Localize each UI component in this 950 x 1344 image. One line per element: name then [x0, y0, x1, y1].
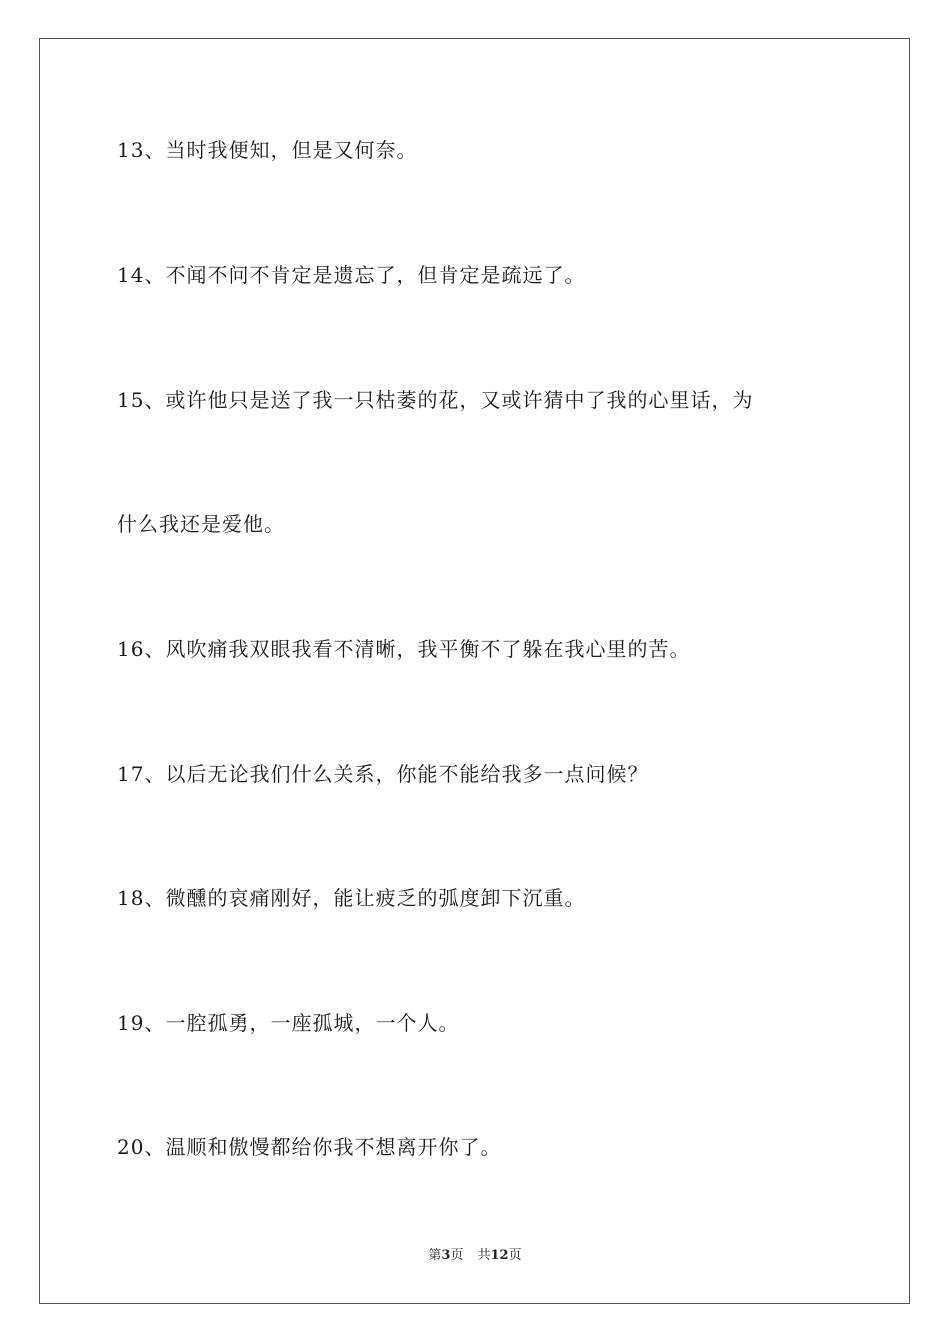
footer-prefix: 第: [428, 1248, 442, 1263]
footer-total-prefix: 共: [477, 1248, 491, 1263]
text-line-15: 15、或许他只是送了我一只枯萎的花，又或许猜中了我的心里话，为: [117, 388, 754, 412]
page-border: [39, 38, 910, 1304]
text-line-20: 20、温顺和傲慢都给你我不想离开你了。: [117, 1135, 502, 1159]
footer-total-suffix: 页: [508, 1248, 522, 1263]
text-line-19: 19、一腔孤勇，一座孤城，一个人。: [117, 1011, 460, 1035]
text-line-18: 18、微醺的哀痛刚好，能让疲乏的弧度卸下沉重。: [117, 886, 586, 910]
text-line-16: 16、风吹痛我双眼我看不清晰，我平衡不了躲在我心里的苦。: [117, 637, 691, 661]
text-line-13: 13、当时我便知，但是又何奈。: [117, 138, 418, 162]
current-page-number: 3: [441, 1248, 451, 1263]
footer-page-suffix: 页: [450, 1248, 464, 1263]
page-footer: [0, 1248, 950, 1264]
total-pages-number: 12: [490, 1248, 509, 1263]
text-line-14: 14、不闻不问不肯定是遗忘了，但肯定是疏远了。: [117, 263, 586, 287]
text-line-15-continued: 什么我还是爱他。: [117, 512, 285, 536]
text-line-17: 17、以后无论我们什么关系，你能不能给我多一点问候？: [117, 762, 649, 786]
